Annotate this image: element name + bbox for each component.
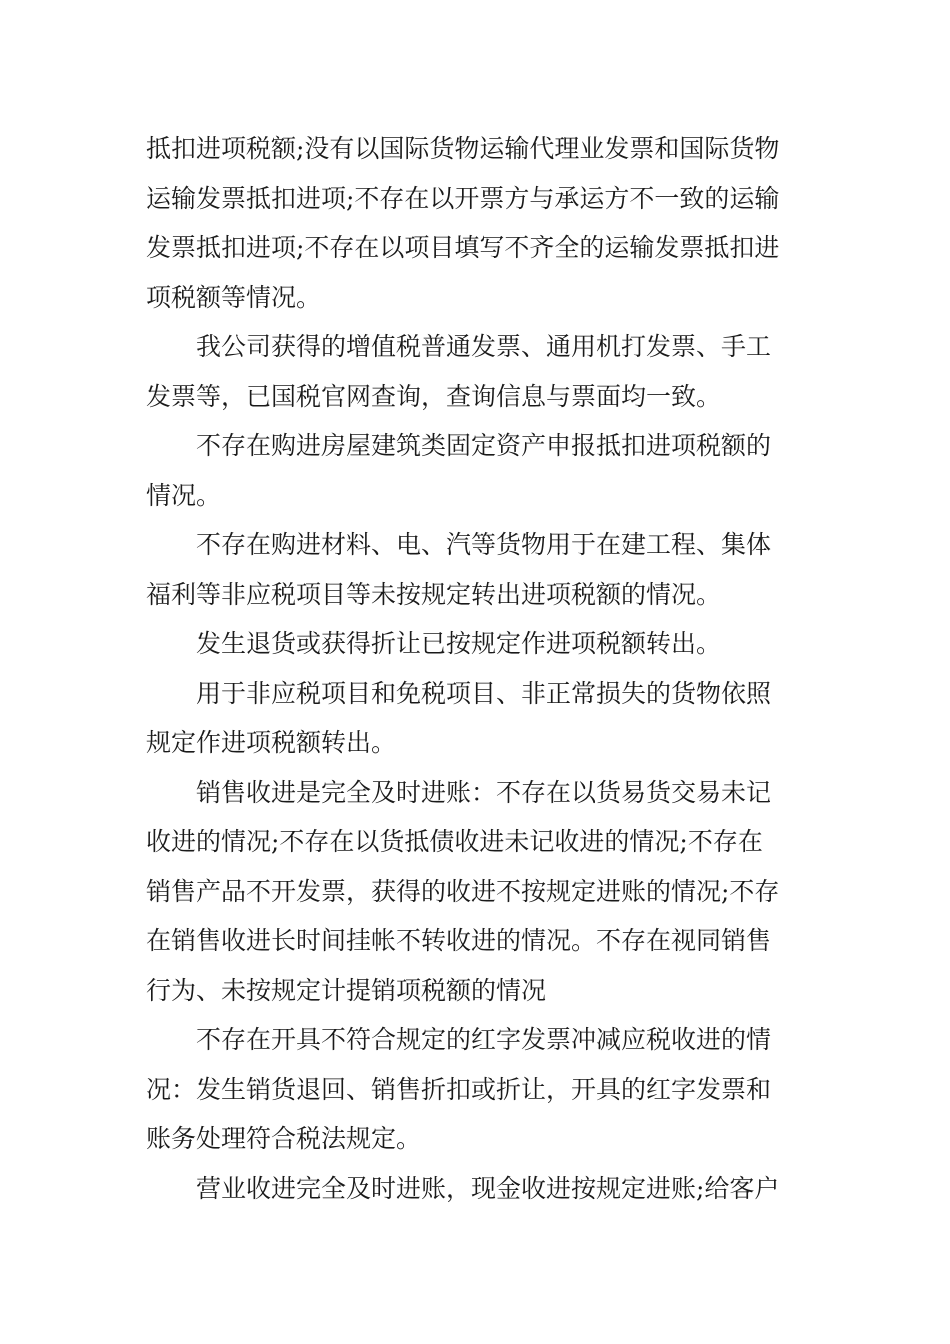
text-line: 福利等非应税项目等未按规定转出进项税额的情况。 bbox=[146, 579, 722, 609]
text-line: 用于非应税项目和免税项目、非正常损失的货物依照 bbox=[196, 678, 772, 708]
paragraph-5 bbox=[146, 619, 810, 669]
paragraph-6 bbox=[146, 669, 810, 768]
text-line: 我公司获得的增值税普通发票、通用机打发票、手工 bbox=[196, 332, 772, 361]
text-line: 抵扣进项税额;没有以国际货物运输代理业发票和国际货物 bbox=[146, 134, 780, 163]
text-line: 发生退货或获得折让已按规定作进项税额转出。 bbox=[196, 629, 722, 658]
text-line: 运输发票抵扣进项;不存在以开票方与承运方不一致的运输 bbox=[146, 183, 780, 213]
text-line: 情况。 bbox=[146, 480, 222, 510]
text-line: 项税额等情况。 bbox=[146, 282, 322, 312]
text-line: 账务处理符合税法规定。 bbox=[146, 1124, 422, 1153]
text-line: 收进的情况;不存在以货抵债收进未记收进的情况;不存在 bbox=[146, 827, 763, 856]
paragraph-1 bbox=[146, 124, 810, 322]
text-line: 销售产品不开发票，获得的收进不按规定进账的情况;不存 bbox=[146, 876, 780, 906]
text-line: 销售收进是完全及时进账：不存在以货易货交易未记 bbox=[196, 777, 772, 807]
text-line: 营业收进完全及时进账，现金收进按规定进账;给客户 bbox=[196, 1173, 780, 1203]
paragraph-3 bbox=[146, 421, 810, 520]
paragraph-9 bbox=[146, 1164, 810, 1214]
document-body bbox=[146, 124, 810, 1213]
text-line: 况：发生销货退回、销售折扣或折让，开具的红字发票和 bbox=[146, 1074, 772, 1104]
paragraph-7 bbox=[146, 768, 810, 1016]
text-line: 在销售收进长时间挂帐不转收进的情况。不存在视同销售 bbox=[146, 926, 772, 955]
text-line: 不存在购进材料、电、汽等货物用于在建工程、集体 bbox=[196, 530, 772, 559]
text-line: 不存在购进房屋建筑类固定资产申报抵扣进项税额的 bbox=[196, 431, 772, 460]
text-line: 不存在开具不符合规定的红字发票冲减应税收进的情 bbox=[196, 1025, 772, 1054]
text-line: 发票等，已国税官网查询，查询信息与票面均一致。 bbox=[146, 381, 722, 411]
paragraph-2 bbox=[146, 322, 810, 421]
text-line: 规定作进项税额转出。 bbox=[146, 728, 397, 757]
paragraph-8 bbox=[146, 1015, 810, 1164]
text-line: 行为、未按规定计提销项税额的情况 bbox=[146, 975, 547, 1005]
text-line: 发票抵扣进项;不存在以项目填写不齐全的运输发票抵扣进 bbox=[146, 233, 780, 262]
paragraph-4 bbox=[146, 520, 810, 619]
